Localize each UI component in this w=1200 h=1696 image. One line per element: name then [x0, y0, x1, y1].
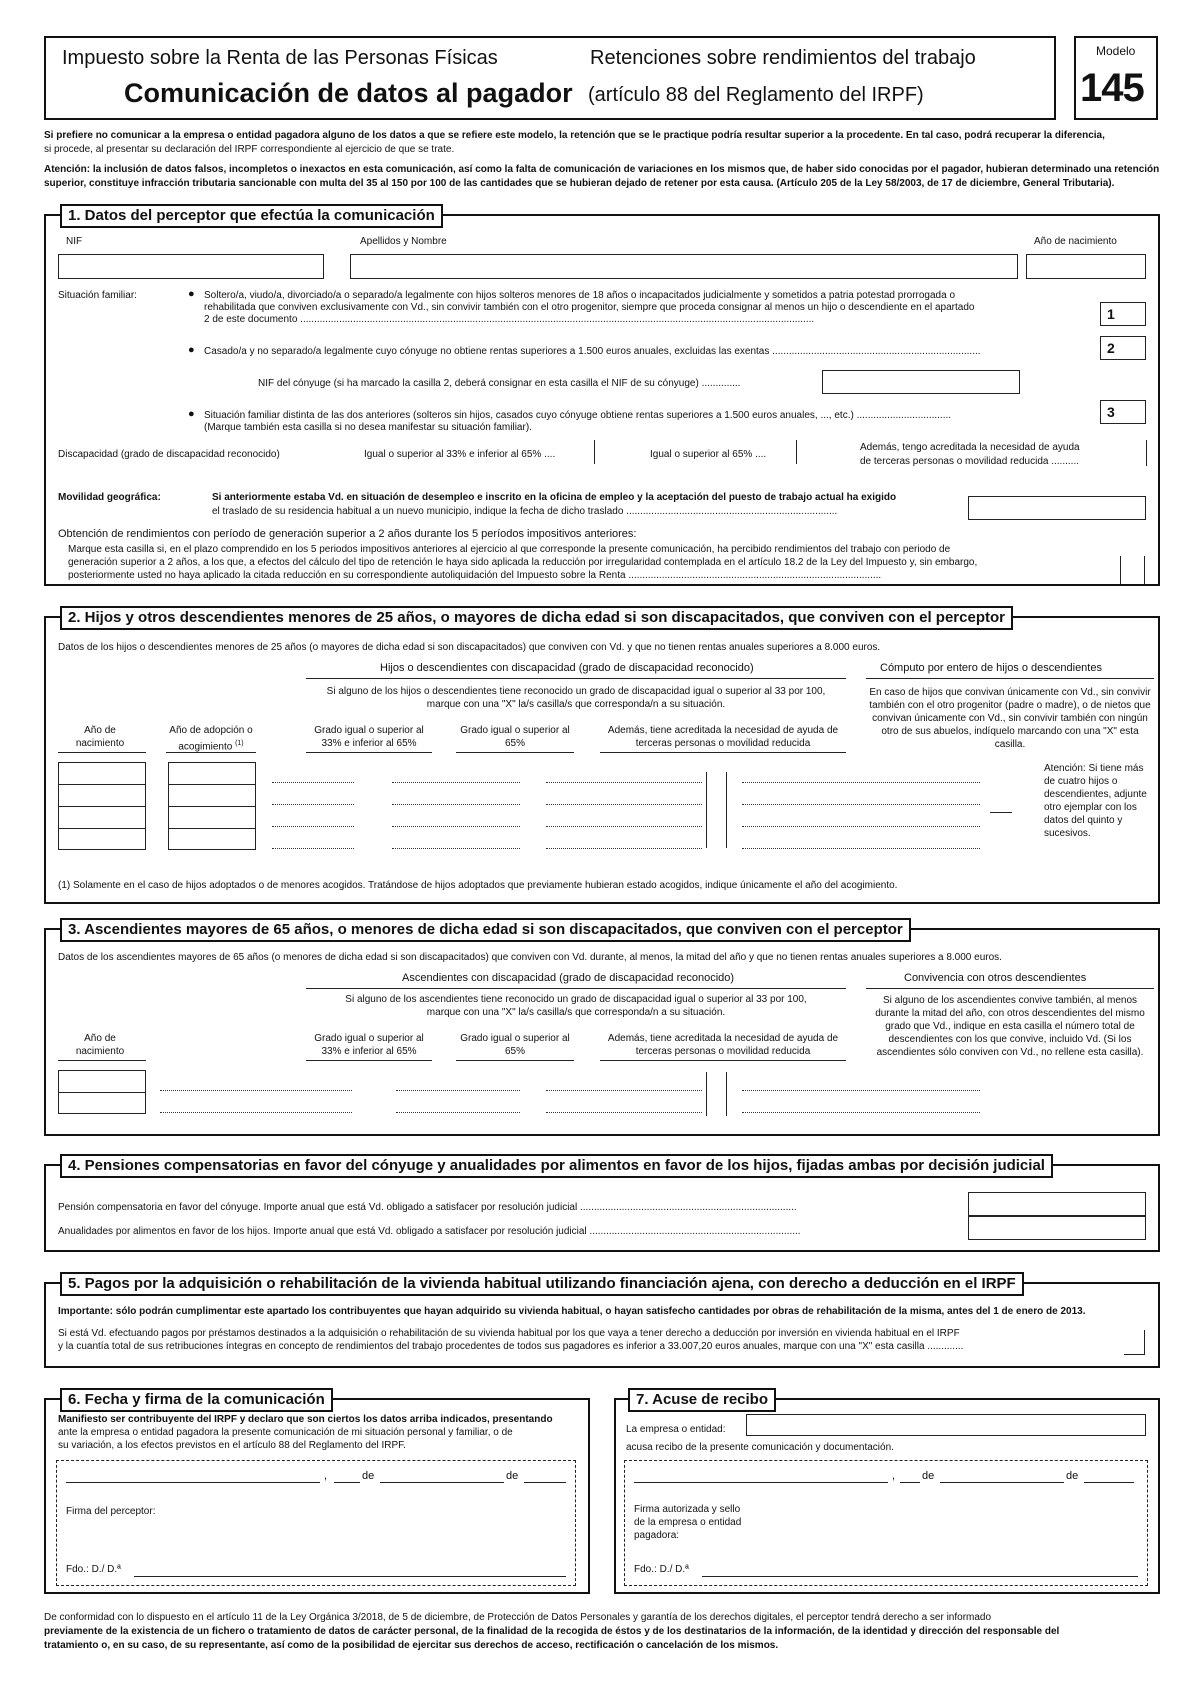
section6-line1: Manifiesto ser contribuyente del IRPF y declaro que son ciertos los datos arriba indicados, presentando	[58, 1414, 553, 1425]
section2-title: 2. Hijos y otros descendientes menores de 25 años, o mayores de dicha edad si son discapacitados, que conviven con el perceptor	[60, 606, 1013, 630]
section6-title: 6. Fecha y firma de la comunicación	[60, 1388, 333, 1412]
children-birth-row-sep-3	[58, 828, 146, 829]
disability-option-c-line1: Además, tengo acreditada la necesidad de ayuda	[860, 442, 1080, 453]
section2-disability-note-line1: Si alguno de los hijos o descendientes tiene reconocido un grado de discapacidad igual o superior al 33 por 100,	[326, 686, 826, 697]
section2-footnote: (1) Solamente en el caso de hijos adoptados o de menores acogidos. Tratándose de hijos adoptados que previamente hubieran estado acogidos, indique únicamente el año del acogimiento.	[58, 880, 898, 891]
section2-disability-head: Hijos o descendientes con discapacidad (grado de discapacidad reconocido)	[380, 662, 754, 674]
section6-place-line	[66, 1482, 320, 1483]
section3-col-grade-a: Grado igual o superior al 33% e inferior al 65%	[314, 1033, 424, 1057]
ascendants-cohabitation-row-1[interactable]	[742, 1090, 980, 1091]
section3-cohabitation-head: Convivencia con otros descendientes	[904, 972, 1087, 984]
mobility-label: Movilidad geográfica:	[58, 492, 161, 503]
children-assist-row-2[interactable]	[546, 804, 702, 805]
section5-title: 5. Pagos por la adquisición o rehabilitación de la vivienda habitual utilizando financiación ajena, con derecho a deducción en el IRPF	[60, 1272, 1024, 1296]
section6-month-line	[380, 1482, 504, 1483]
section6-line3: su variación, a los efectos previstos en el artículo 88 del Reglamento del IRPF.	[58, 1440, 406, 1451]
section6-day-line	[334, 1482, 360, 1483]
generation-line3: posteriormente usted no haya aplicado la citada reducción en su correspondiente autoliquidación del Impuesto sobre la Renta ...........................................................................................	[68, 570, 882, 581]
disability-option-b: Igual o superior al 65% ....	[650, 449, 767, 460]
section6-fdo-line	[134, 1576, 566, 1577]
ascendants-grade-b-row-1[interactable]	[396, 1090, 520, 1091]
section4-title: 4. Pensiones compensatorias en favor del cónyuge y anualidades por alimentos en favor de los hijos, fijadas ambas por decisión judicial	[60, 1154, 1053, 1178]
children-assist-divider-2	[726, 772, 727, 848]
section2-col-birth-rule	[58, 752, 146, 753]
section7-signature-line3: pagadora:	[634, 1530, 680, 1541]
ascendants-birth-row-sep	[58, 1092, 146, 1093]
section2-col-birth: Año de nacimiento	[75, 725, 125, 749]
footer-line2: previamente de la existencia de un fichero o tratamiento de datos de carácter personal, de la finalidad de la recogida de éstos y de los destinatarios de la información, de la identidad y dirección del responsable del	[44, 1626, 1060, 1637]
section2-col-grade-b: Grado igual o superior al 65%	[460, 725, 570, 749]
section3-col-assist-rule	[600, 1060, 846, 1061]
spouse-nif-field[interactable]	[822, 370, 1020, 394]
section2-col-adoption-rule	[166, 752, 256, 753]
section7-company-field[interactable]	[746, 1414, 1146, 1436]
children-assist-row-1[interactable]	[546, 782, 702, 783]
section7-year-line	[1084, 1482, 1134, 1483]
section3-col-birth: Año de nacimiento	[75, 1033, 125, 1057]
option2: Casado/a y no separado/a legalmente cuyo cónyuge no obtiene rentas superiores a 1.500 euros anuales, excluidas las exentas ...........................................................................	[204, 346, 981, 357]
section2-intro: Datos de los hijos o descendientes menores de 25 años (o mayores de dicha edad si son discapacitados) que conviven con Vd. y que no tienen rentas anuales superiores a 8.000 euros.	[58, 642, 881, 653]
ascendants-assist-row-1[interactable]	[546, 1090, 702, 1091]
spouse-nif-label: NIF del cónyuge (si ha marcado la casilla 2, deberá consignar en esta casilla el NIF de su cónyuge) ..............	[258, 378, 741, 389]
section7-de-1: de	[922, 1470, 935, 1482]
checkbox-1[interactable]: 1	[1100, 302, 1146, 326]
section2	[44, 616, 1160, 904]
children-assist-divider-1	[706, 772, 707, 848]
section5-line2: y la cuantía total de sus retribuciones íntegras en concepto de rendimientos del trabajo procedentes de todos sus pagadores es inferior a 33.007,20 euros anuales, marque con una "X" esta casilla .............	[58, 1341, 964, 1352]
section3-intro: Datos de los ascendientes mayores de 65 años (o menores de dicha edad si son discapacitados) que conviven con Vd. durante, al menos, la mitad del año y que no tienen rentas anuales superiores a 8.000 euros.	[58, 952, 1002, 963]
mobility-line1: Si anteriormente estaba Vd. en situación de desempleo e inscrito en la oficina de empleo y la aceptación del puesto de trabajo actual ha exigido	[212, 492, 897, 503]
housing-checkbox-base	[1124, 1354, 1145, 1355]
footer-line3: tratamiento o, en su caso, de su representante, así como de la posibilidad de ejercitar sus derechos de acceso, rectificación o cancelación de los mismos.	[44, 1640, 779, 1651]
children-computation-row-2[interactable]	[742, 804, 980, 805]
children-computation-row-4[interactable]	[742, 848, 980, 849]
children-grade-b-row-4[interactable]	[392, 848, 520, 849]
checkbox-2[interactable]: 2	[1100, 336, 1146, 360]
children-computation-row-1[interactable]	[742, 782, 980, 783]
section3-disability-head-rule	[306, 988, 846, 989]
intro-p2-line1: Atención: la inclusión de datos falsos, incompletos o inexactos en esta comunicación, así como la falta de comunicación de variaciones en los mismos que, de haber sido conocidas por el pagador, hubieran determinado una retención	[44, 164, 1160, 175]
section2-computation-head-rule	[866, 678, 1154, 679]
birth-year-label: Año de nacimiento	[1034, 236, 1117, 247]
children-grade-a-row-3[interactable]	[272, 826, 354, 827]
section2-col-grade-a-rule	[306, 752, 432, 753]
section3-cohabitation-head-rule	[866, 988, 1154, 989]
section3-col-grade-a-rule	[306, 1060, 432, 1061]
disability-option-a: Igual o superior al 33% e inferior al 65% ....	[364, 449, 556, 460]
mobility-date-field[interactable]	[968, 496, 1146, 520]
option1-line1: Soltero/a, viudo/a, divorciado/a o separado/a legalmente con hijos solteros menores de 18 años o incapacitados judicialmente y sometidos a patria potestad prorrogada o	[204, 290, 956, 301]
page-title: Comunicación de datos al pagador	[124, 78, 573, 108]
generation-title: Obtención de rendimientos con período de generación superior a 2 años durante los 5 períodos impositivos anteriores:	[58, 528, 637, 540]
section7-signature-line2: de la empresa o entidad	[634, 1517, 742, 1528]
section3-title: 3. Ascendientes mayores de 65 años, o menores de dicha edad si son discapacitados, que conviven con el perceptor	[60, 918, 911, 942]
section2-computation-head: Cómputo por entero de hijos o descendientes	[880, 662, 1102, 674]
section4-line2: Anualidades por alimentos en favor de los hijos. Importe anual que está Vd. obligado a satisfacer por resolución judicial ............................................................................	[58, 1226, 801, 1237]
section2-col-assist: Además, tiene acreditada la necesidad de ayuda de terceras personas o movilidad reducida	[607, 725, 839, 749]
disability-checkbox-a[interactable]	[594, 440, 595, 464]
section7-company-label: La empresa o entidad:	[626, 1424, 726, 1435]
section7-month-line	[940, 1482, 1064, 1483]
nif-label: NIF	[66, 236, 83, 247]
section7-fdo-line	[702, 1576, 1138, 1577]
model-number: 145	[1080, 66, 1144, 110]
disability-label: Discapacidad (grado de discapacidad reconocido)	[58, 449, 280, 460]
ascendants-grade-a-row-2[interactable]	[160, 1112, 352, 1113]
intro-p1-bold: Si prefiere no comunicar a la empresa o entidad pagadora alguno de los datos a que se refiere este modelo, la retención que se le practique podría resultar superior a la procedente. En tal caso, podrá recuperar la diferencia,	[44, 130, 1105, 141]
section6-de-1: de	[362, 1470, 375, 1482]
ascendants-assist-divider-2	[726, 1072, 727, 1116]
birth-year-field[interactable]	[1026, 254, 1146, 279]
intro-p1-rest: si procede, al presentar su declaración del IRPF correspondiente al ejercicio de que se trate.	[44, 144, 455, 155]
bullet-2: ●	[188, 344, 195, 356]
ascendants-cohabitation-row-2[interactable]	[742, 1112, 980, 1113]
option3-line1: Situación familiar distinta de las dos anteriores (solteros sin hijos, casados cuyo cónyuge obtiene rentas superiores a 1.500 euros anuales, ..., etc.) ..................................	[204, 410, 952, 421]
name-label: Apellidos y Nombre	[360, 236, 447, 247]
section3-disability-note-line2: marque con una "X" la/s casilla/s que corresponda/n a su situación.	[426, 1007, 726, 1018]
section7-signature-line1: Firma autorizada y sello	[634, 1504, 741, 1515]
disability-checkbox-c[interactable]	[1146, 440, 1147, 466]
disability-checkbox-b[interactable]	[796, 440, 797, 464]
family-situation-label: Situación familiar:	[58, 290, 137, 301]
section6-signature-area[interactable]	[56, 1460, 576, 1586]
section2-disability-head-rule	[306, 678, 846, 679]
section7-place-line	[634, 1482, 888, 1483]
section2-col-grade-a: Grado igual o superior al 33% e inferior al 65%	[314, 725, 424, 749]
section2-col-adoption	[160, 724, 262, 753]
child-support-amount-field[interactable]	[968, 1216, 1146, 1240]
section6-de-2: de	[506, 1470, 519, 1482]
section5-important: Importante: sólo podrán cumplimentar este apartado los contribuyentes que hayan adquirido su vivienda habitual, o hayan satisfecho cantidades por obras de rehabilitación de la misma, antes del 1 de enero de 2013.	[58, 1306, 1086, 1317]
children-birth-row-sep-1	[58, 784, 146, 785]
children-assist-row-4[interactable]	[546, 848, 702, 849]
children-birth-row-sep-2	[58, 806, 146, 807]
section5-line1: Si está Vd. efectuando pagos por préstamos destinados a la adquisición o rehabilitación de su vivienda habitual por los que vaya a tener derecho a deducción por inversión en vivienda habitual en el IRPF	[58, 1328, 960, 1339]
section2-attention: Atención: Si tiene más de cuatro hijos o descendientes, adjunte otro ejemplar con los datos del quinto y sucesivos.	[1044, 763, 1147, 839]
intro-p2-line2: superior, constituye infracción tributaria sancionable con multa del 35 al 150 por 100 de las cantidades que se hubieran dejado de retener por esta causa. (Artículo 205 de la Ley 58/2003, de 17 de diciembre, General Tributaria).	[44, 178, 1115, 189]
page-subtitle: (artículo 88 del Reglamento del IRPF)	[588, 84, 924, 106]
children-assist-row-3[interactable]	[546, 826, 702, 827]
disability-option-c-line2: de terceras personas o movilidad reducida ..........	[860, 456, 1079, 467]
section3-col-grade-b-rule	[456, 1060, 574, 1061]
bullet-3: ●	[188, 408, 195, 420]
section1-title: 1. Datos del perceptor que efectúa la comunicación	[60, 204, 443, 228]
children-grade-b-row-2[interactable]	[392, 804, 520, 805]
alimony-amount-field[interactable]	[968, 1192, 1146, 1216]
generation-line1: Marque esta casilla si, en el plazo comprendido en los 5 periodos impositivos anteriores al ejercicio al que corresponde la presente comunicación, ha percibido rendimientos del trabajo con periodo de	[68, 544, 951, 555]
children-grade-b-row-3[interactable]	[392, 826, 520, 827]
section3-disability-head: Ascendientes con discapacidad (grado de discapacidad reconocido)	[402, 972, 735, 984]
ascendants-grade-b-row-2[interactable]	[396, 1112, 520, 1113]
generation-line2: generación superior a 2 años, a los que, a efectos del cálculo del tipo de retención le haya sido aplicada la reducción por irregularidad contemplada en el artículo 18.2 de la Ley del Impuesto y, sin embargo,	[68, 557, 978, 568]
section7-comma: ,	[892, 1470, 896, 1482]
option3-line2: (Marque también esta casilla si no desea manifestar su situación familiar).	[204, 422, 532, 433]
section6-comma: ,	[324, 1470, 328, 1482]
children-computation-mark	[990, 812, 1012, 813]
checkbox-3[interactable]: 3	[1100, 400, 1146, 424]
children-grade-b-row-1[interactable]	[392, 782, 520, 783]
header-line1-left: Impuesto sobre la Renta de las Personas Físicas	[62, 47, 498, 69]
nif-field[interactable]	[58, 254, 324, 279]
section2-col-assist-rule	[600, 752, 846, 753]
footer-line1: De conformidad con lo dispuesto en el artículo 11 de la Ley Orgánica 3/2018, de 5 de diciembre, de Protección de Datos Personales y garantía de los derechos digitales, el perceptor tendrá derecho a ser informado	[44, 1612, 992, 1623]
generation-checkbox-left	[1120, 556, 1121, 584]
section7-acknowledge: acusa recibo de la presente comunicación y documentación.	[626, 1442, 894, 1453]
section7-title: 7. Acuse de recibo	[628, 1388, 776, 1412]
name-field[interactable]	[350, 254, 1018, 279]
generation-checkbox[interactable]	[1144, 556, 1145, 584]
section6-signature-label: Firma del perceptor:	[66, 1506, 156, 1517]
mobility-line2: el traslado de su residencia habitual a un nuevo municipio, indique la fecha de dicho traslado ............................................................................	[212, 506, 838, 517]
ascendants-assist-row-2[interactable]	[546, 1112, 702, 1113]
section2-col-grade-b-rule	[456, 752, 574, 753]
section3-disability-note-line1: Si alguno de los ascendientes tiene reconocido un grado de discapacidad igual o superior al 33 por 100,	[345, 994, 807, 1005]
section3-col-grade-b: Grado igual o superior al 65%	[460, 1033, 570, 1057]
children-grade-a-row-4[interactable]	[272, 848, 354, 849]
section2-col-adoption-text: Año de adopción o acogimiento	[169, 725, 253, 753]
ascendants-assist-divider-1	[706, 1072, 707, 1116]
section7-day-line	[900, 1482, 920, 1483]
children-computation-row-3[interactable]	[742, 826, 980, 827]
section7-de-2: de	[1066, 1470, 1079, 1482]
bullet-1: ●	[188, 288, 195, 300]
section6-fdo-label: Fdo.: D./ D.ª	[66, 1564, 121, 1575]
housing-checkbox[interactable]	[1144, 1330, 1145, 1354]
children-grade-a-row-2[interactable]	[272, 804, 354, 805]
section3-col-birth-rule	[58, 1060, 146, 1061]
children-adoption-row-sep-2	[168, 806, 256, 807]
section6-line2: ante la empresa o entidad pagadora la presente comunicación de mi situación personal y familiar, o de	[58, 1427, 513, 1438]
section7-fdo-label: Fdo.: D./ D.ª	[634, 1564, 689, 1575]
section4-line1: Pensión compensatoria en favor del cónyuge. Importe anual que está Vd. obligado a satisfacer por resolución judicial ..............................................................................	[58, 1202, 797, 1213]
section3-col-assist: Además, tiene acreditada la necesidad de ayuda de terceras personas o movilidad reducida	[607, 1033, 839, 1057]
model-label: Modelo	[1096, 44, 1136, 58]
section3-cohabitation-note: Si alguno de los ascendientes convive también, al menos durante la mitad del año, con otros descendientes del mismo grado que Vd., indique en esta casilla el número total de descendientes con los que convive, incluido Vd. (Si los ascendientes sólo conviven con Vd., no rellene esta casilla).	[875, 995, 1145, 1058]
option1-line2: rehabilitada que conviven exclusivamente con Vd., sin convivir también con el otro progenitor, siempre que proceda consignar al menos un hijo o descendiente en el apartado	[204, 302, 975, 313]
section2-computation-note: En caso de hijos que convivan únicamente con Vd., sin convivir también con el otro progenitor (padre o madre), o de nietos que convivan únicamente con Vd., sin convivir también con ningún otro de sus abuelos, indíquelo marcando con una "X" esta casilla.	[869, 687, 1151, 750]
section6-year-line	[524, 1482, 566, 1483]
children-adoption-row-sep-1	[168, 784, 256, 785]
children-adoption-row-sep-3	[168, 828, 256, 829]
header-line1-right: Retenciones sobre rendimientos del trabajo	[590, 47, 976, 69]
section2-col-adoption-footnote-ref: (1)	[235, 740, 244, 747]
ascendants-grade-a-row-1[interactable]	[160, 1090, 352, 1091]
children-grade-a-row-1[interactable]	[272, 782, 354, 783]
section2-disability-note-line2: marque con una "X" la/s casilla/s que corresponda/n a su situación.	[426, 699, 726, 710]
option1-line3: 2 de este documento .........................................................................................................................................................................................	[204, 314, 815, 325]
